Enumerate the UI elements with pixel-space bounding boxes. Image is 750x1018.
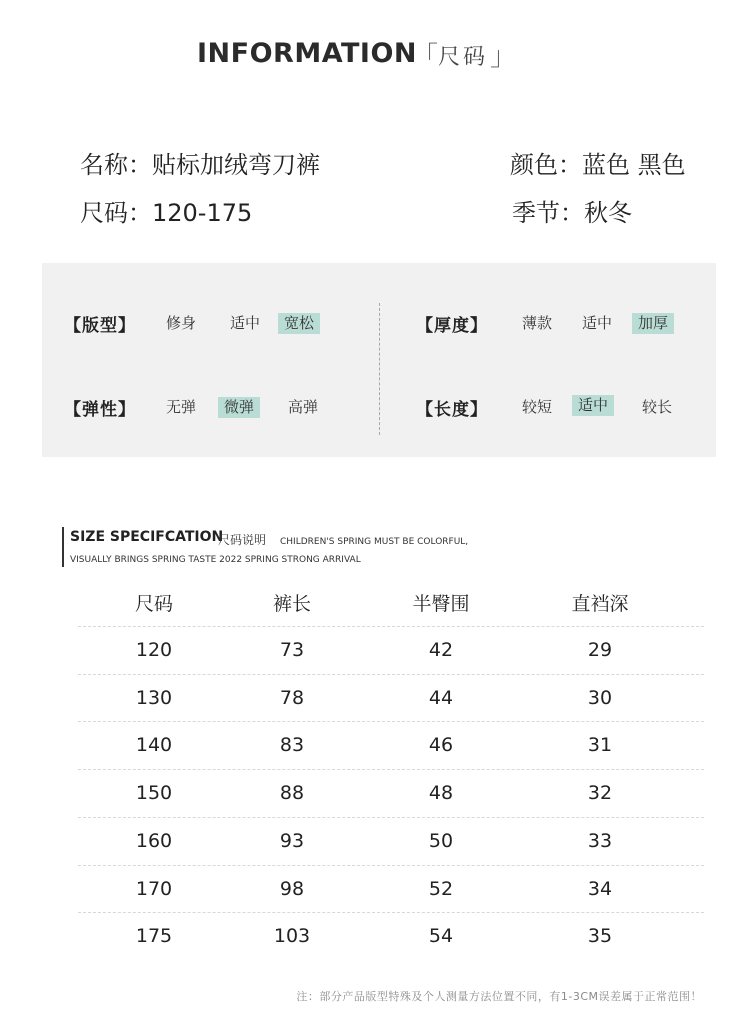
attr-fit-option-3-selected: 宽松 [278, 313, 320, 334]
table-cell: 130 [135, 686, 173, 709]
attr-thickness-option-1: 薄款 [522, 314, 553, 332]
table-cell: 54 [428, 925, 454, 948]
header-title-en: INFORMATION [197, 38, 418, 69]
spec-title: SIZE SPECIFCATION [70, 529, 224, 545]
info-name: 名称：贴标加绒弯刀裤 [80, 151, 320, 179]
info-size: 尺码：120-175 [80, 199, 253, 227]
table-header-rise: 直裆深 [571, 593, 629, 615]
table-cell: 44 [428, 686, 454, 709]
attr-length-label: 【长度】 [416, 400, 488, 420]
table-cell: 31 [587, 734, 613, 757]
attr-length-option-1: 较短 [522, 398, 553, 416]
info-season: 季节：秋冬 [512, 199, 632, 227]
table-cell: 46 [428, 734, 454, 757]
spec-subtitle-1: CHILDREN'S SPRING MUST BE COLORFUL, [280, 537, 469, 547]
attr-fit-label: 【版型】 [64, 316, 136, 336]
table-cell: 33 [587, 829, 613, 852]
spec-title-cn: 尺码说明 [218, 533, 267, 547]
table-cell: 160 [135, 829, 173, 852]
header-bracket-open: 「 [412, 42, 439, 72]
table-cell: 78 [279, 686, 305, 709]
table-row-divider [78, 721, 704, 722]
table-cell: 175 [135, 925, 173, 948]
attr-length-option-3: 较长 [642, 398, 673, 416]
table-cell: 93 [279, 829, 305, 852]
panel-divider [379, 303, 380, 435]
table-cell: 140 [135, 734, 173, 757]
footnote: 注：部分产品版型特殊及个人测量方法位置不同，有1-3CM误差属于正常范围！ [296, 990, 702, 1003]
table-cell: 30 [587, 686, 613, 709]
attr-thickness-option-2: 适中 [582, 314, 613, 332]
table-row-divider [78, 674, 704, 675]
table-cell: 48 [428, 782, 454, 805]
table-cell: 170 [135, 877, 173, 900]
table-cell: 29 [587, 639, 613, 661]
table-cell: 32 [587, 782, 613, 805]
table-cell: 34 [587, 877, 613, 900]
attr-elasticity-option-1: 无弹 [166, 398, 197, 416]
attr-thickness-label: 【厚度】 [416, 316, 488, 336]
attr-fit-option-2: 适中 [230, 314, 261, 332]
attr-length-option-2-selected: 适中 [572, 395, 614, 416]
spec-accent-bar [62, 527, 64, 567]
table-cell: 52 [428, 877, 454, 900]
size-spec-heading [62, 525, 702, 575]
table-header-pants-length: 裤长 [272, 593, 311, 615]
attr-elasticity-option-2-selected: 微弹 [218, 397, 260, 418]
table-cell: 103 [273, 925, 311, 948]
table-cell: 83 [279, 734, 305, 757]
table-row-divider [78, 865, 704, 866]
attr-elasticity-label: 【弹性】 [64, 400, 136, 420]
header-title-cn: 尺码 [438, 45, 489, 70]
table-row-divider [78, 817, 704, 818]
attribute-panel [42, 263, 716, 457]
table-header-half-hip: 半臀围 [412, 593, 470, 615]
table-cell: 120 [135, 639, 173, 661]
table-cell: 35 [587, 925, 613, 948]
table-cell: 73 [279, 639, 305, 661]
spec-subtitle-2: VISUALLY BRINGS SPRING TASTE 2022 SPRING STRONG ARRIVAL [70, 555, 361, 565]
table-row-divider [78, 769, 704, 770]
table-cell: 88 [279, 782, 305, 805]
attr-thickness-option-3-selected: 加厚 [632, 313, 674, 334]
attr-elasticity-option-3: 高弹 [288, 398, 319, 416]
table-cell: 42 [428, 639, 454, 661]
table-row-divider [78, 626, 704, 627]
page-header [0, 36, 750, 76]
table-header-size: 尺码 [134, 593, 173, 615]
table-row-divider [78, 912, 704, 913]
table-cell: 98 [279, 877, 305, 900]
header-bracket-close: 」 [490, 42, 517, 72]
table-cell: 150 [135, 782, 173, 805]
table-cell: 50 [428, 829, 454, 852]
attr-fit-option-1: 修身 [166, 314, 197, 332]
info-color: 颜色：蓝色 黑色 [510, 151, 686, 179]
